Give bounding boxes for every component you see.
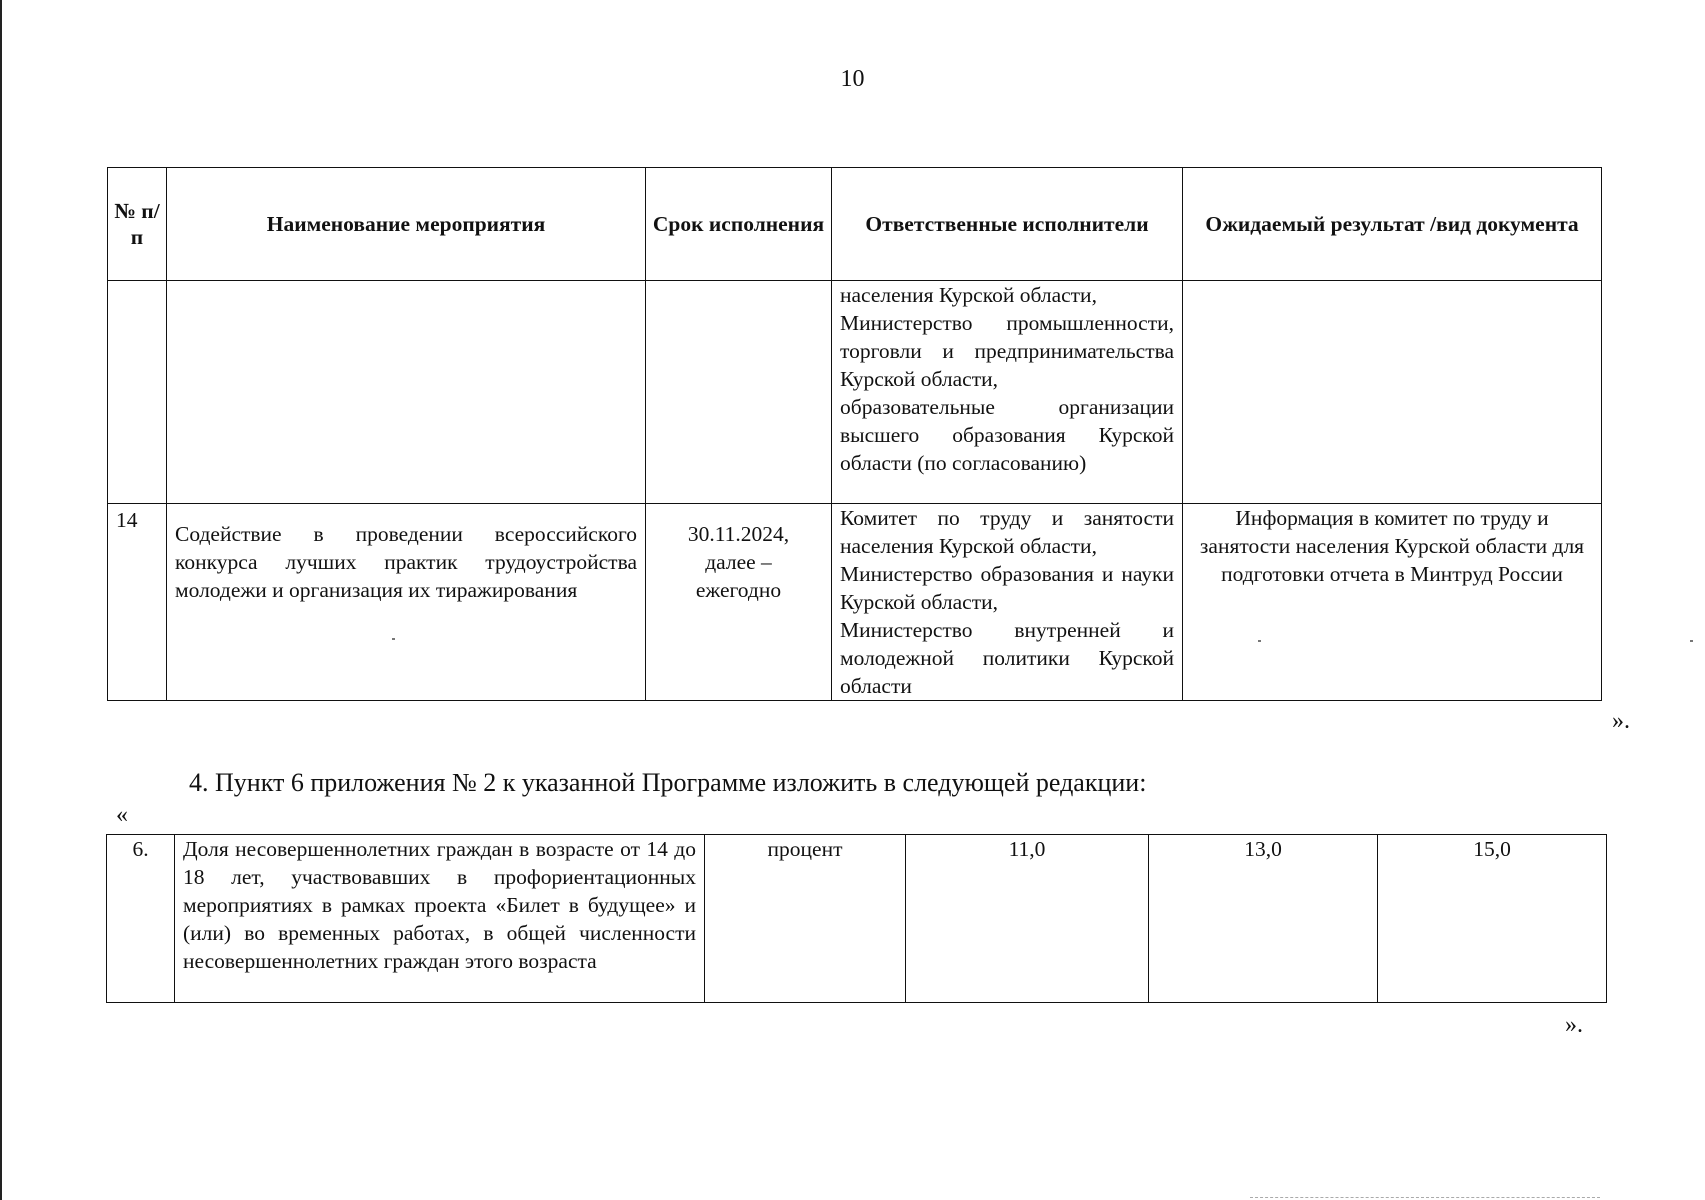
cell-value-2: 13,0 xyxy=(1149,835,1378,1003)
executor-line: Комитет по труду и занятости населения Курской области, xyxy=(840,506,1174,558)
activities-table xyxy=(107,167,1602,701)
table-header-row xyxy=(108,168,1602,281)
cell-num: 6. xyxy=(107,835,175,1003)
table-row xyxy=(108,504,1602,701)
header-executors: Ответственные исполнители xyxy=(832,168,1183,281)
header-deadline: Срок исполнения xyxy=(646,168,832,281)
cell-value-3: 15,0 xyxy=(1378,835,1607,1003)
scan-left-edge xyxy=(0,0,2,1200)
header-num: № п/п xyxy=(108,168,167,281)
amendment-instruction: 4. Пункт 6 приложения № 2 к указанной Программе изложить в следующей редакции: xyxy=(189,768,1147,797)
table-row xyxy=(108,281,1602,504)
page-number: 10 xyxy=(840,66,865,92)
executor-line: Министерство образования и науки Курской области, xyxy=(840,562,1174,614)
cell-name xyxy=(167,281,646,504)
cell-num xyxy=(108,281,167,504)
cell-deadline: 30.11.2024, далее – ежегодно xyxy=(646,504,832,701)
cell-executors xyxy=(832,504,1183,701)
cell-deadline xyxy=(646,281,832,504)
cell-unit: процент xyxy=(705,835,906,1003)
cell-value-1: 11,0 xyxy=(906,835,1149,1003)
scan-speck xyxy=(392,638,395,640)
executor-line: образовательные организации высшего образования Курской области (по согласованию) xyxy=(840,395,1174,475)
header-name: Наименование мероприятия xyxy=(167,168,646,281)
opening-quote: « xyxy=(116,802,128,828)
closing-quote: ». xyxy=(1612,708,1630,734)
scan-footer-dashes xyxy=(1250,1197,1600,1199)
executor-line: Министерство промышленности, торговли и предпринимательства Курской области, xyxy=(840,311,1174,391)
table-row xyxy=(107,835,1607,1003)
cell-indicator-name: Доля несовершеннолетних граждан в возрасте от 14 до 18 лет, участвовавших в профориентационных мероприятиях в рамках проекта «Билет в будущее» и (или) во временных работах, в общей численности несовершеннолетних граждан этого возраста xyxy=(175,835,705,1003)
cell-name: Содействие в проведении всероссийского конкурса лучших практик трудоустройства молодежи и организация их тиражирования xyxy=(167,504,646,701)
scan-speck xyxy=(1690,640,1693,642)
header-result: Ожидаемый результат /вид документа xyxy=(1183,168,1602,281)
indicator-table xyxy=(106,834,1607,1003)
closing-quote: ». xyxy=(1565,1012,1583,1038)
cell-executors xyxy=(832,281,1183,504)
scan-speck xyxy=(1258,640,1261,642)
cell-result xyxy=(1183,281,1602,504)
cell-result: Информация в комитет по труду и занятости населения Курской области для подготовки отчета в Минтруд России xyxy=(1183,504,1602,701)
cell-num: 14 xyxy=(108,504,167,701)
executor-line: населения Курской области, xyxy=(840,283,1097,307)
executor-line: Министерство внутренней и молодежной политики Курской области xyxy=(840,618,1174,698)
